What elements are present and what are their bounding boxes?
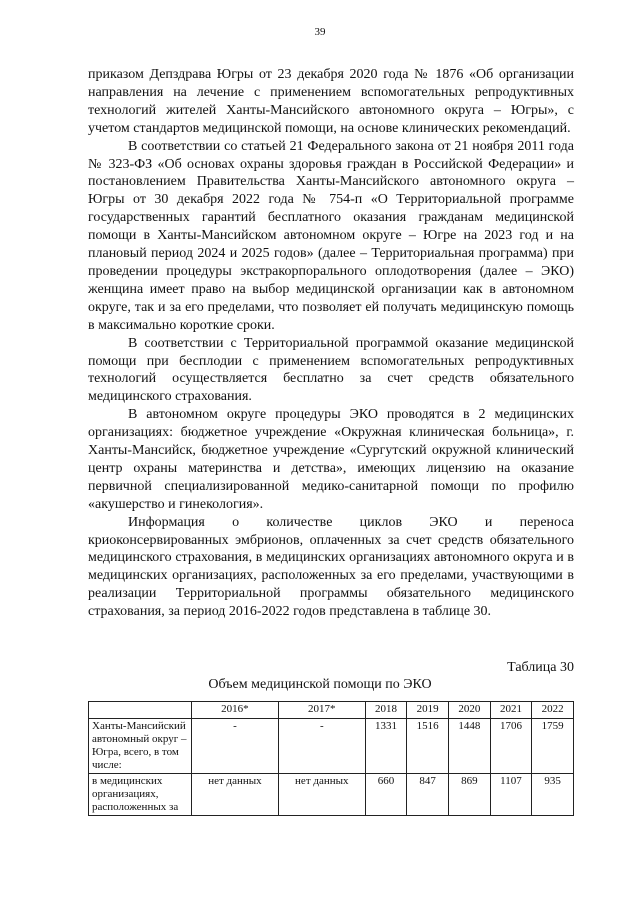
value-cell: - — [192, 719, 279, 774]
value-cell: 1107 — [490, 774, 532, 816]
header-cell: 2018 — [365, 702, 407, 719]
table-header-row — [89, 702, 574, 719]
value-cell: 869 — [449, 774, 491, 816]
page-number: 39 — [314, 26, 326, 38]
table-row — [89, 774, 574, 816]
value-cell: 847 — [407, 774, 449, 816]
header-cell: 2019 — [407, 702, 449, 719]
value-cell: нет данных — [192, 774, 279, 816]
header-cell: 2016* — [192, 702, 279, 719]
header-cell — [89, 702, 192, 719]
value-cell: 1331 — [365, 719, 407, 774]
value-cell: - — [278, 719, 365, 774]
value-cell: 660 — [365, 774, 407, 816]
eco-volume-table — [88, 701, 574, 816]
value-cell: 1706 — [490, 719, 532, 774]
table-row — [89, 719, 574, 774]
paragraph: приказом Депздрава Югры от 23 декабря 2020 года № 1876 «Об организации направления на лечение с применением вспомогательных репродуктивных технологий жителей Ханты-Мансийского автономного округа – Югры», с учетом стандартов медицинской помощи, на основе клинических рекомендаций. — [88, 67, 574, 136]
value-cell: 935 — [532, 774, 574, 816]
value-cell: 1516 — [407, 719, 449, 774]
header-cell: 2020 — [449, 702, 491, 719]
value-cell: 1759 — [532, 719, 574, 774]
region-cell: в медицинских организациях, расположенных за — [89, 774, 192, 816]
paragraph: В соответствии со статьей 21 Федерального закона от 21 ноября 2011 года № 323-ФЗ «Об основах охраны здоровья граждан в Российской Федерации» и постановлением Правительства Ханты-Мансийского автономного округа – Югры от 30 декабря 2022 года № 754-п «О Территориальной программе государственных гарантий бесплатного оказания гражданам медицинской помощи в Ханты-Мансийском автономном округе – Югре на 2023 год и на плановый период 2024 и 2025 годов» (далее – Территориальная программа) при проведении процедуры экстракорпорального оплодотворения (далее – ЭКО) женщина имеет право на выбор медицинской организации как в автономном округе, так и за его пределами, что позволяет ей получать медицинскую помощь в максимально короткие сроки. — [88, 138, 574, 333]
table-label: Таблица 30 — [507, 660, 574, 675]
paragraph: Информация о количестве циклов ЭКО и переноса криоконсервированных эмбрионов, оплаченных за счет средств обязательного медицинского страхования, в медицинских организациях автономного округа и в медицинских организациях, расположенных за его пределами, участвующими в реализации Территориальной программы обязательного медицинского страхования, за период 2016-2022 годов представлена в таблице 30. — [88, 514, 574, 620]
table-title: Объем медицинской помощи по ЭКО — [208, 677, 432, 692]
region-cell: Ханты-Мансийский автономный округ – Югра, всего, в том числе: — [89, 719, 192, 774]
body-text — [88, 66, 574, 621]
paragraph: В автономном округе процедуры ЭКО проводятся в 2 медицинских организациях: бюджетное учреждение «Окружная клиническая больница», г. Ханты-Мансийск, бюджетное учреждение «Сургутский окружной клинический центр охраны материнства и детства», имеющих лицензию на оказание первичной специализированной медико-санитарной помощи по профилю «акушерство и гинекология». — [88, 407, 574, 512]
value-cell: 1448 — [449, 719, 491, 774]
header-cell: 2022 — [532, 702, 574, 719]
value-cell: нет данных — [278, 774, 365, 816]
header-cell: 2021 — [490, 702, 532, 719]
paragraph: В соответствии с Территориальной программой оказание медицинской помощи при бесплодии с применением вспомогательных репродуктивных технологий осуществляется бесплатно за счет средств обязательного медицинского страхования. — [88, 335, 574, 405]
header-cell: 2017* — [278, 702, 365, 719]
